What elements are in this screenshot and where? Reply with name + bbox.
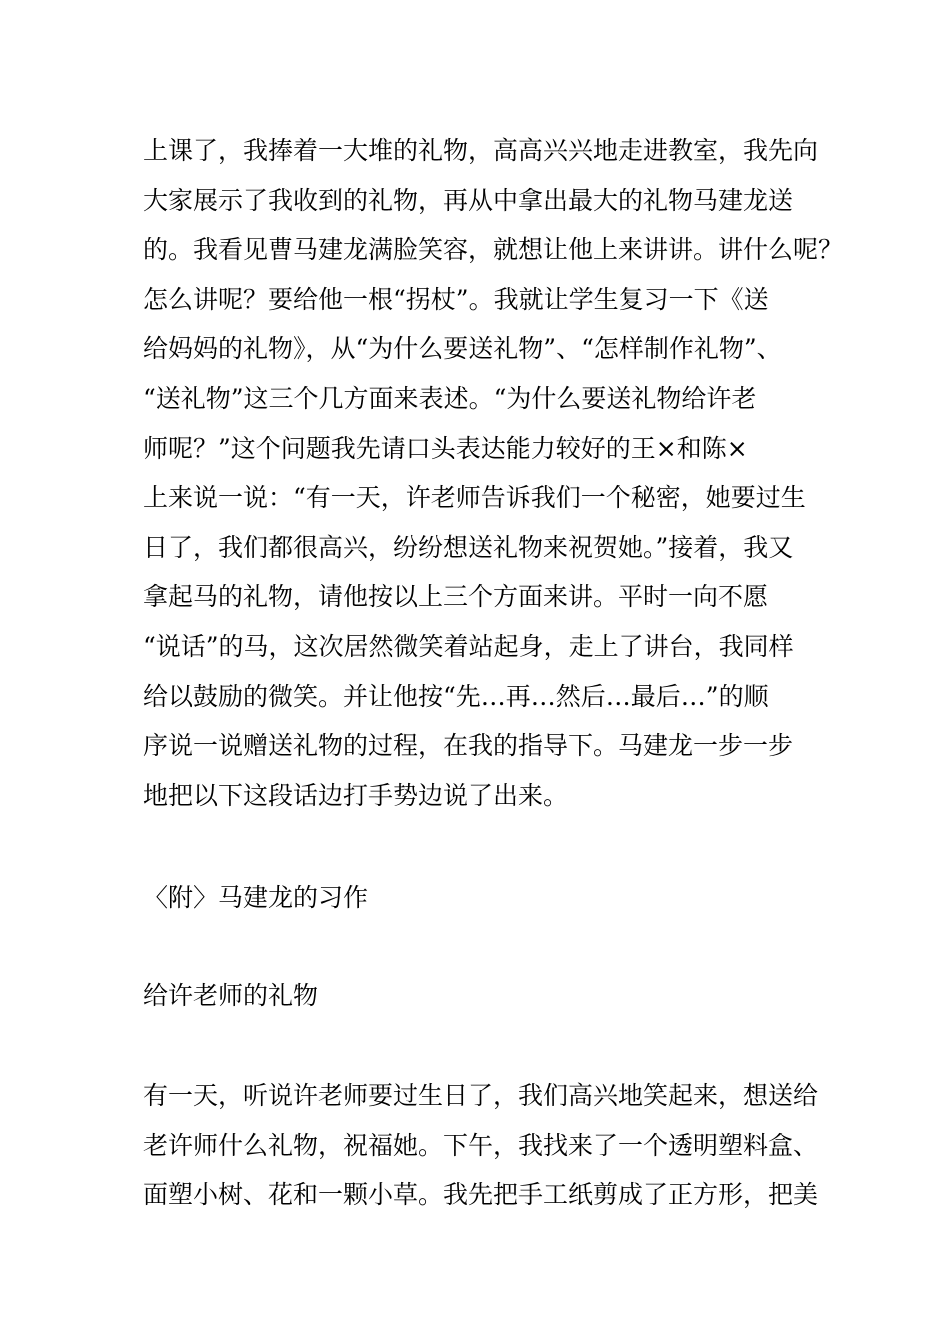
text-line: “说话”的马，这次居然微笑着站起身，走上了讲台，我同样	[143, 631, 794, 661]
text-line: 面塑小树、花和一颗小草。我先把手工纸剪成了正方形，把美	[143, 1180, 819, 1210]
text-line: 的。我看见曹马建龙满脸笑容，就想让他上来讲讲。讲什么呢？	[143, 235, 844, 265]
text-line: 日了，我们都很高兴，纷纷想送礼物来祝贺她。”接着，我又	[143, 532, 794, 562]
text-line: 地把以下这段话边打手势边说了出来。	[143, 780, 569, 810]
text-line: 序说一说赠送礼物的过程，在我的指导下。马建龙一步一步	[143, 731, 794, 761]
text-line: 怎么讲呢？要给他一根“拐杖”。我就让学生复习一下《送	[143, 284, 769, 314]
paragraph-essay-body	[143, 1071, 843, 1220]
text-line: 老许师什么礼物，祝福她。下午，我找来了一个透明塑料盒、	[143, 1130, 819, 1160]
text-line: 给以鼓励的微笑。并让他按“先…再…然后…最后…”的顺	[143, 681, 769, 711]
text-line: 拿起马的礼物，请他按以上三个方面来讲。平时一向不愿	[143, 582, 769, 612]
text-line: 给妈妈的礼物》，从“为什么要送礼物”、“怎样制作礼物”、	[143, 334, 782, 364]
text-line: 师呢？”这个问题我先请口头表达能力较好的王×和陈×	[143, 433, 748, 463]
appendix-heading: 〈附〉马建龙的习作	[143, 883, 369, 912]
text-line: 上课了，我捧着一大堆的礼物，高高兴兴地走进教室，我先向	[143, 136, 819, 165]
essay-title: 给许老师的礼物	[143, 981, 319, 1010]
text-line: 有一天，听说许老师要过生日了，我们高兴地笑起来，想送给	[143, 1081, 819, 1110]
text-line: 大家展示了我收到的礼物，再从中拿出最大的礼物马建龙送	[143, 185, 794, 215]
paragraph-lesson-narrative	[143, 126, 843, 820]
text-line: 上来说一说：“有一天，许老师告诉我们一个秘密，她要过生	[143, 483, 806, 513]
text-line: “送礼物”这三个几方面来表述。“为什么要送礼物给许老	[143, 383, 757, 413]
